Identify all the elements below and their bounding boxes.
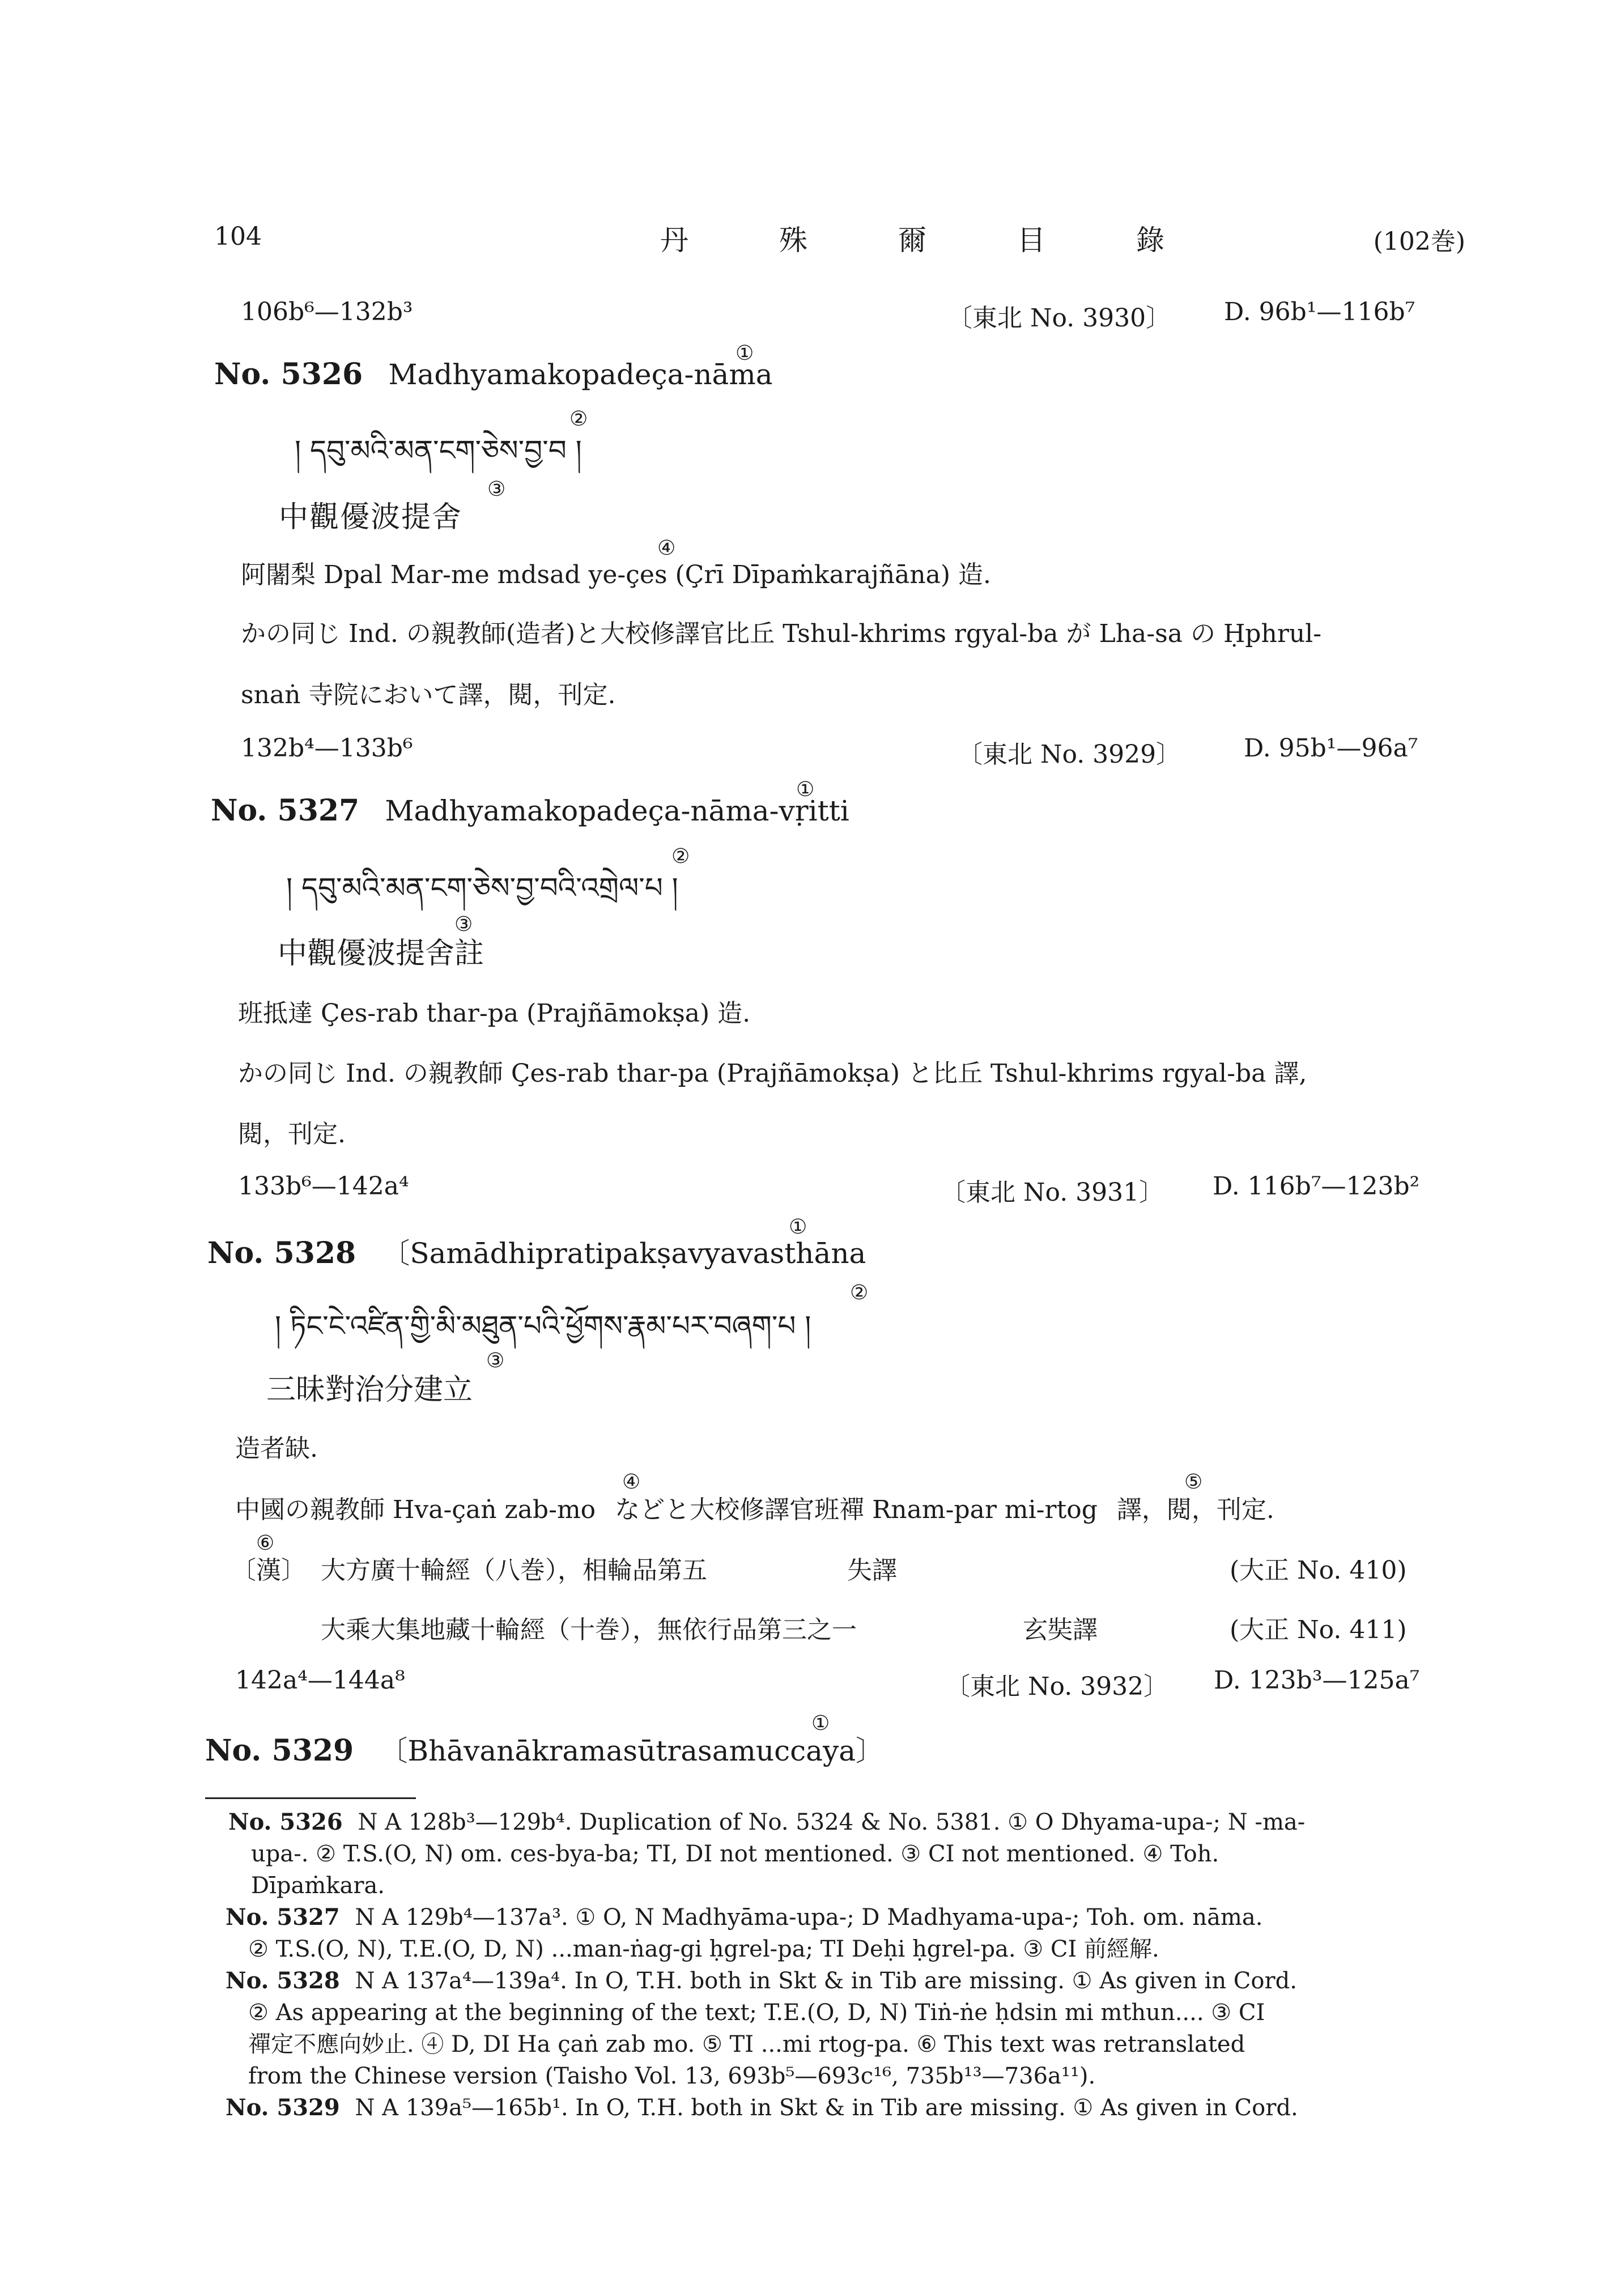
tohoku-ref: 〔東北 No. 3929〕 <box>958 740 1181 769</box>
tibetan-title: ། དབུ་མའི་མན་ངག་ཅེས་བྱ་བ ། <box>295 434 582 467</box>
chinese-versions-label: 〔漢〕 <box>231 1556 306 1585</box>
chinese-version-title: 大乘大集地藏十輪經（十巻），無依行品第三之一 <box>321 1615 857 1644</box>
footnote-5326 <box>228 1806 1481 1902</box>
note-marker: ③ <box>487 478 506 501</box>
translation-part: などと大校修譯官班禪 Rnam-par mi-rtog <box>615 1495 1098 1524</box>
note-marker: ② <box>569 407 588 431</box>
derge-ref: D. 123b³—125a⁷ <box>1214 1666 1420 1695</box>
note-marker: ① <box>789 1215 807 1239</box>
folio-range: 133b⁶—142a⁴ <box>238 1172 409 1201</box>
footnote-number: No. 5326 <box>228 1809 343 1835</box>
volume-label: (102巻) <box>1373 227 1465 256</box>
note-marker: ① <box>796 778 815 801</box>
folio-range: 142a⁴—144a⁸ <box>235 1666 405 1695</box>
sanskrit-title: Madhyamakopadeça-nāma-vṛitti <box>385 794 849 827</box>
footnote-text: N A 139a⁵—165b¹. In O, T.H. both in Skt & in Tib are missing. ① As given in Cord. <box>355 2095 1298 2121</box>
tohoku-ref: 〔東北 No. 3931〕 <box>941 1178 1164 1207</box>
author-line: 阿闍梨 Dpal Mar-me mdsad ye-çes (Çrī Dīpaṁkarajñāna) 造. <box>241 560 991 589</box>
footnote-number: No. 5327 <box>226 1904 340 1931</box>
note-marker: ③ <box>454 913 473 936</box>
chinese-version-translator: 玄奘譯 <box>1023 1615 1098 1644</box>
footnote-number: No. 5329 <box>226 2094 340 2121</box>
sanskrit-title: 〔Samādhipratipakṣavyavasthāna <box>381 1237 866 1270</box>
translation-part: 中國の親教師 Hva-çaṅ zab-mo <box>235 1495 596 1524</box>
entry-number: No. 5329 <box>205 1733 354 1768</box>
derge-ref: D. 96b¹—116b⁷ <box>1224 297 1415 326</box>
translation-line: snaṅ 寺院において譯，閱，刊定. <box>241 681 616 709</box>
entry-number: No. 5327 <box>211 793 360 828</box>
translation-part: 譯，閱，刊定. <box>1116 1495 1274 1524</box>
note-marker: ④ <box>657 537 676 560</box>
taisho-ref: (大正 No. 410) <box>1230 1556 1407 1585</box>
footnote-rule <box>205 1797 416 1799</box>
tohoku-ref: 〔東北 No. 3930〕 <box>947 304 1171 333</box>
entry-5328-heading <box>207 1231 866 1272</box>
translation-line <box>235 1489 1274 1525</box>
running-title-char: 爾 <box>898 224 926 257</box>
translation-line: かの同じ Ind. の親教師 Çes-rab thar-pa (Prajñāmokṣa) と比丘 Tshul-khrims rgyal-ba 譯, <box>238 1059 1307 1088</box>
derge-ref: D. 95b¹—96a⁷ <box>1244 734 1418 763</box>
footnote-text: Dīpaṁkara. <box>251 1873 385 1899</box>
sanskrit-title: Madhyamakopadeça-nāma <box>388 358 773 391</box>
footnote-5328 <box>226 1965 1478 2092</box>
entry-5326-heading <box>214 357 773 392</box>
running-title-char: 錄 <box>1136 224 1164 257</box>
running-title-char: 丹 <box>660 224 688 257</box>
running-title-char: 殊 <box>779 224 807 257</box>
running-title <box>615 218 1210 258</box>
chinese-title: 中觀優波提舍 <box>279 500 463 534</box>
entry-5327-heading <box>211 793 849 828</box>
footnote-text: N A 128b³—129b⁴. Duplication of No. 5324 & No. 5381. ① O Dhyama-upa-; N -ma- <box>358 1809 1306 1835</box>
note-marker: ⑥ <box>256 1532 275 1555</box>
chinese-title: 中觀優波提舍註 <box>278 937 484 971</box>
note-marker: ② <box>671 845 690 868</box>
author-line: 班抵達 Çes-rab thar-pa (Prajñāmokṣa) 造. <box>238 999 751 1028</box>
footnote-text: N A 129b⁴—137a³. ① O, N Madhyāma-upa-; D Madhyama-upa-; Toh. om. nāma. <box>355 1904 1263 1931</box>
entry-5329-heading <box>205 1728 884 1769</box>
footnote-text: ② T.S.(O, N), T.E.(O, D, N) ...man-ṅag-gi ḥgrel-pa; TI Deḥi ḥgrel-pa. ③ CI 前經解. <box>248 1936 1159 1962</box>
translation-line: 閱，刊定. <box>238 1120 346 1149</box>
note-marker: ① <box>736 342 754 365</box>
entry-number: No. 5328 <box>207 1236 356 1270</box>
footnote-number: No. 5328 <box>226 1967 340 1994</box>
derge-ref: D. 116b⁷—123b² <box>1213 1172 1420 1201</box>
tibetan-title: ། ཏིང་ངེ་འཛིན་གྱི་མི་མཐུན་པའི་ཕྱོགས་རྣམ་པར་བཞག་པ ། <box>275 1309 811 1342</box>
footnote-5327 <box>226 1902 1478 1965</box>
sanskrit-title: 〔Bhāvanākramasūtrasamuccaya〕 <box>379 1734 885 1767</box>
chinese-version-translator: 失譯 <box>847 1556 897 1585</box>
entry-number: No. 5326 <box>214 357 363 392</box>
folio-range: 106b⁶—132b³ <box>241 297 413 326</box>
tohoku-ref: 〔東北 No. 3932〕 <box>945 1672 1169 1701</box>
running-title-char: 目 <box>1017 224 1045 257</box>
note-marker: ① <box>811 1712 830 1735</box>
footnote-text: ② As appearing at the beginning of the text; T.E.(O, D, N) Tiṅ-ṅe ḥdsin mi mthun.... ③ CI <box>248 2000 1265 2026</box>
translation-line: かの同じ Ind. の親教師(造者)と大校修譯官比丘 Tshul-khrims rgyal-ba が Lha-sa の Ḥphrul- <box>241 619 1322 648</box>
footnote-text: from the Chinese version (Taisho Vol. 13, 693b⁵—693c¹⁶, 735b¹³—736a¹¹). <box>248 2063 1096 2089</box>
tibetan-title: ། དབུ་མའི་མན་ངག་ཅེས་བྱ་བའི་འགྲེལ་པ ། <box>286 871 678 904</box>
chinese-version-title: 大方廣十輪經（八巻），相輪品第五 <box>321 1556 707 1585</box>
page-number: 104 <box>214 222 262 251</box>
note-marker: ② <box>850 1281 869 1304</box>
taisho-ref: (大正 No. 411) <box>1230 1615 1407 1644</box>
note-marker: ③ <box>486 1349 505 1372</box>
author-line: 造者缺. <box>235 1434 318 1463</box>
footnote-text: upa-. ② T.S.(O, N) om. ces-bya-ba; TI, DI not mentioned. ③ CI not mentioned. ④ Toh. <box>251 1841 1219 1867</box>
chinese-title: 三昧對治分建立 <box>266 1373 473 1407</box>
footnote-text: 禪定不應向妙止. ④ D, DI Ha çaṅ zab mo. ⑤ TI ...mi rtog-pa. ⑥ This text was retranslated <box>248 2031 1245 2057</box>
note-marker: ④ <box>622 1470 641 1494</box>
note-marker: ⑤ <box>1184 1470 1203 1494</box>
folio-range: 132b⁴—133b⁶ <box>241 734 413 763</box>
footnote-5329 <box>226 2092 1478 2124</box>
footnote-text: N A 137a⁴—139a⁴. In O, T.H. both in Skt & in Tib are missing. ① As given in Cord. <box>355 1968 1297 1994</box>
